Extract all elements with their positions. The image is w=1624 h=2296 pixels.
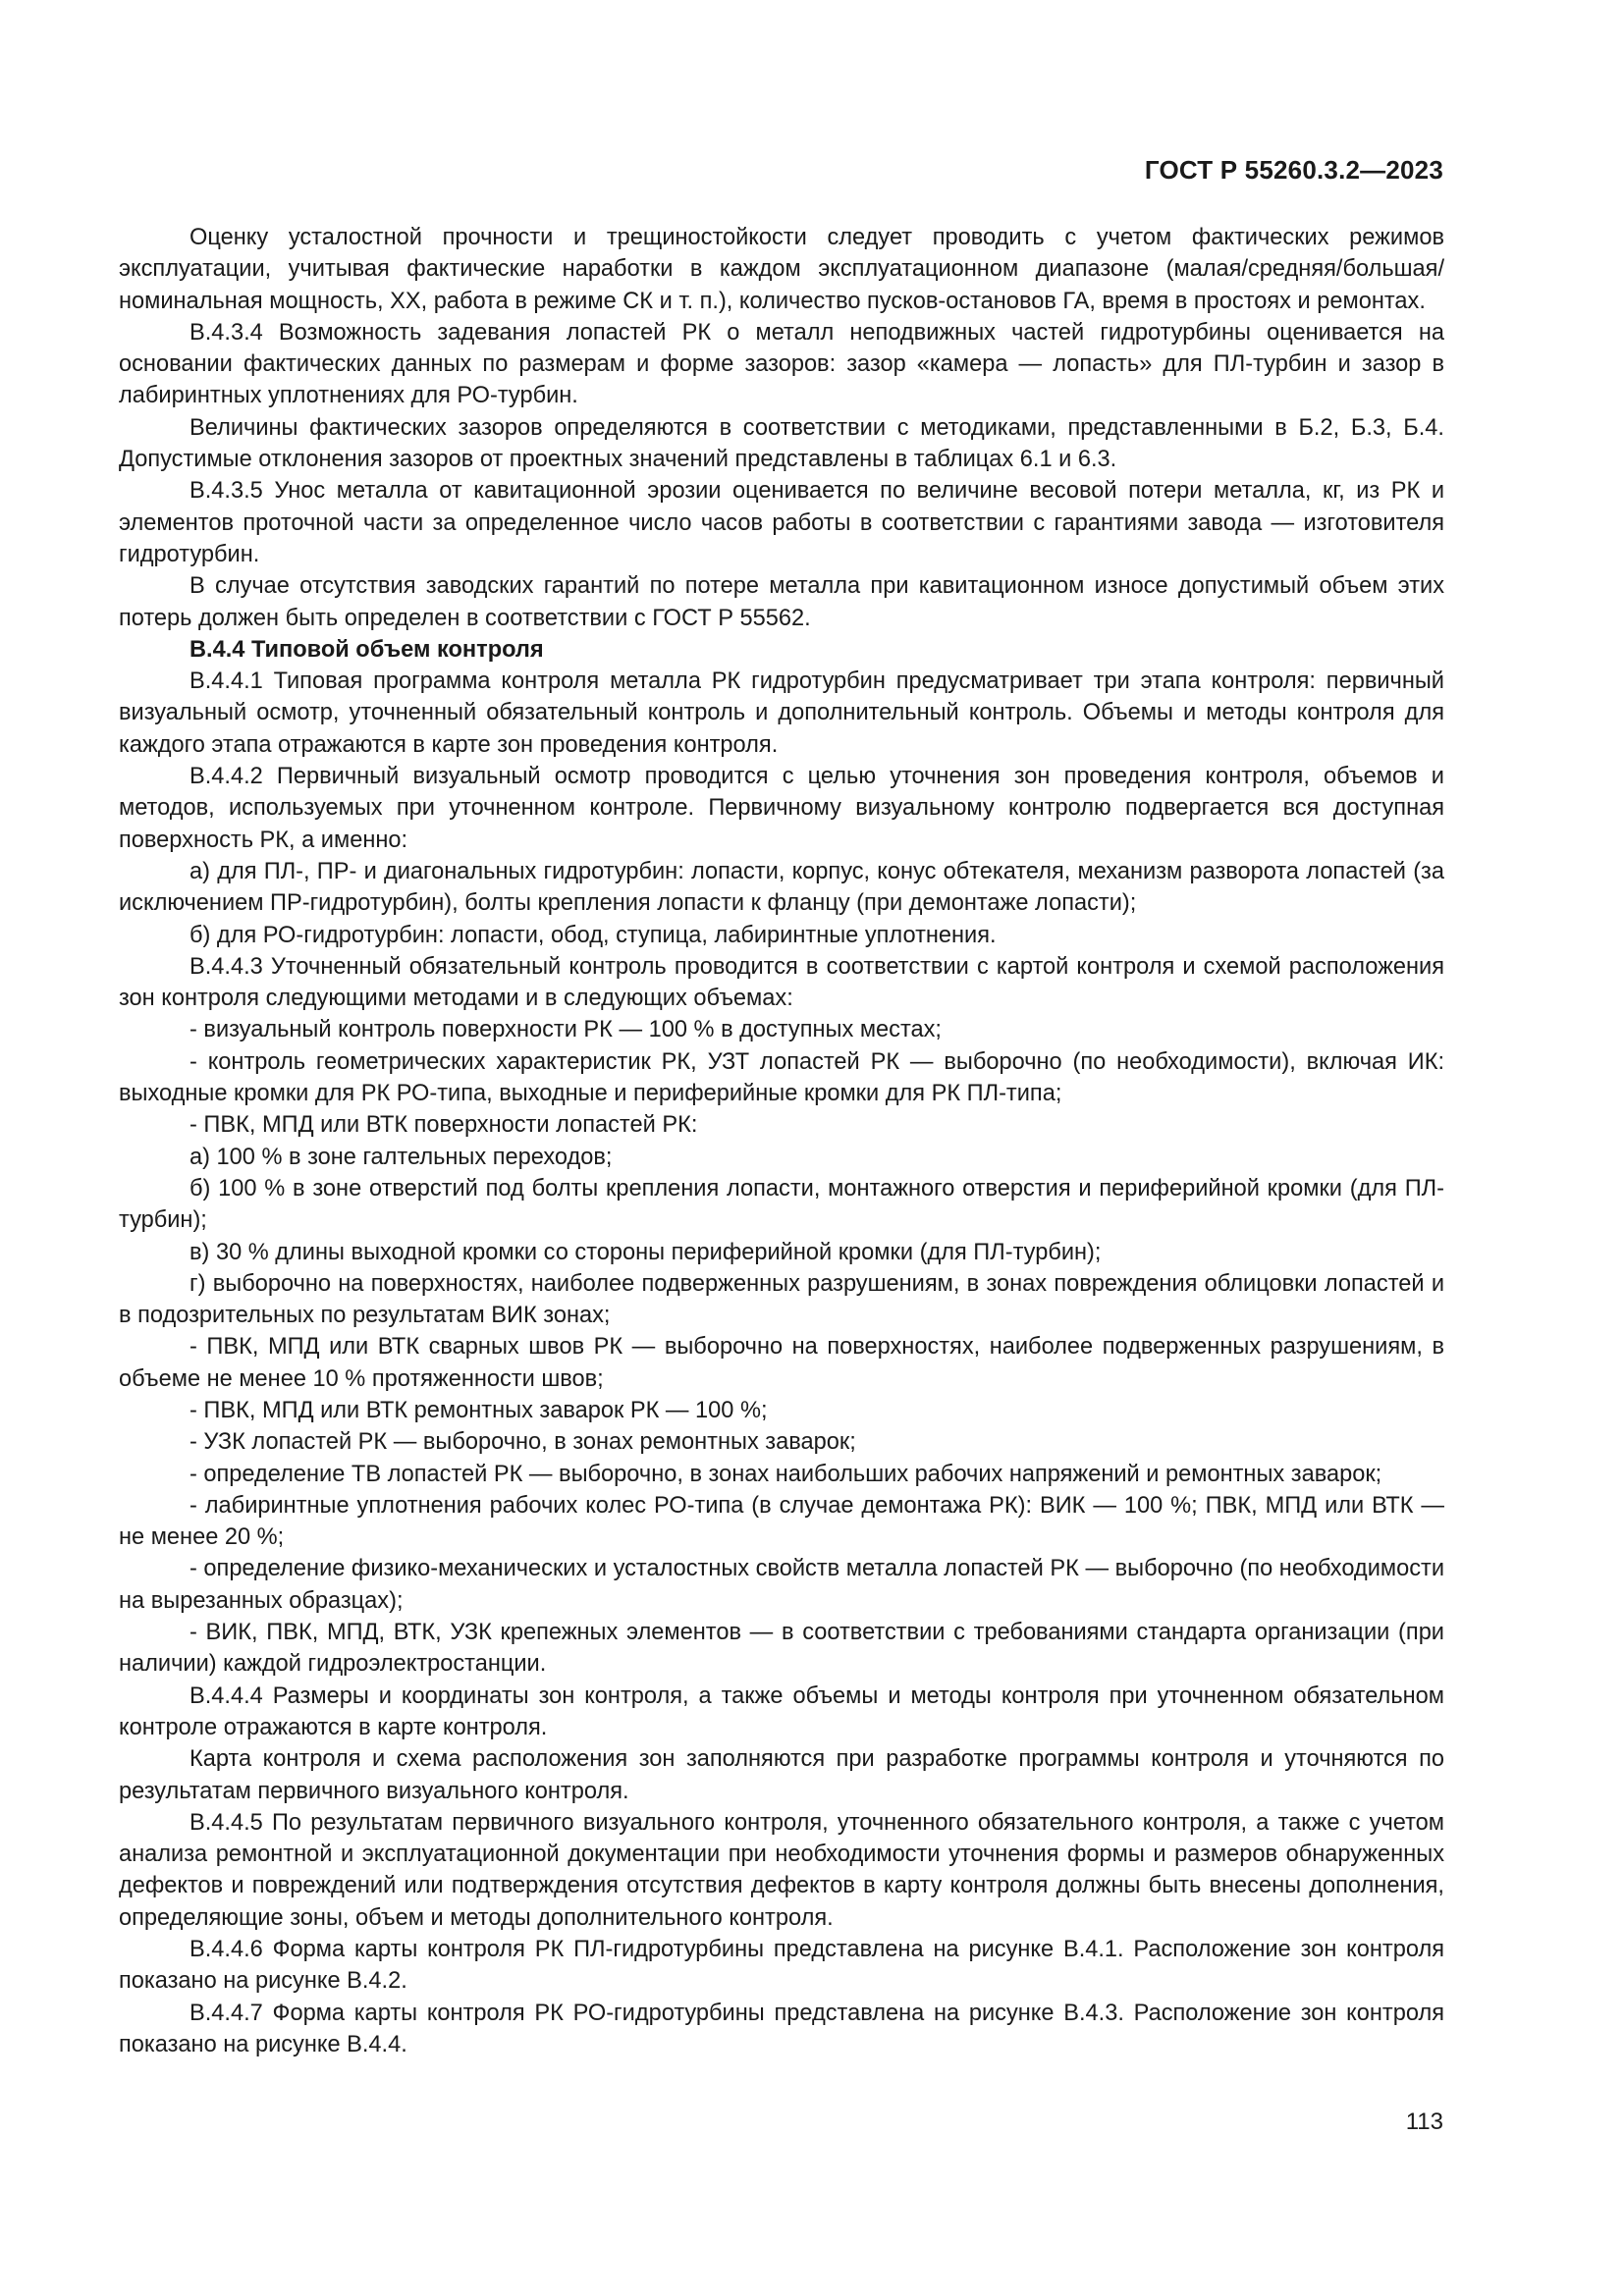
list-item: г) выборочно на поверхностях, наиболее подверженных разрушениям, в зонах повреждения облицовки лопастей и в подозрительных по результатам ВИК зонах; [119,1270,1444,1329]
paragraph: В.4.4.4 Размеры и координаты зон контроля, а также объемы и методы контроля при уточненном обязательном контроле отражаются в карте контроля. [119,1682,1444,1740]
paragraph: В.4.3.5 Унос металла от кавитационной эрозии оценивается по величине весовой потери металла, кг, из РК и элементов проточной части за определенное число часов работы в соответствии с гарантиями завода — изготовителя гидротурбин. [119,478,1444,567]
list-item: а) 100 % в зоне галтельных переходов; [189,1144,613,1170]
list-item: - ПВК, МПД или ВТК сварных швов РК — выборочно на поверхностях, наиболее подверженных разрушениям, в объеме не менее 10 % протяженности швов; [119,1334,1444,1392]
paragraph: В.4.4.5 По результатам первичного визуального контроля, уточненного обязательного контроля, а также с учетом анализа ремонтной и эксплуатационной документации при необходимости уточнения формы и размеров обнаруженных дефектов и повреждений или подтверждения отсутствия дефектов в карту контроля должны быть внесены дополнения, определяющие зоны, объем и методы дополнительного контроля. [119,1809,1444,1931]
list-item: - ВИК, ПВК, МПД, ВТК, УЗК крепежных элементов — в соответствии с требованиями стандарта организации (при наличии) каждой гидроэлектростанции. [119,1620,1444,1678]
list-item: - контроль геометрических характеристик РК, УЗТ лопастей РК — выборочно (по необходимости), включая ИК: выходные кромки для РК РО-типа, выходные и периферийные кромки для РК ПЛ-типа; [119,1048,1444,1107]
list-item: - визуальный контроль поверхности РК — 100 % в доступных местах; [189,1017,942,1043]
paragraph: В.4.4.2 Первичный визуальный осмотр проводится с целью уточнения зон проведения контроля, объемов и методов, используемых при уточненном контроле. Первичному визуальному контролю подвергается вся доступная поверхность РК, а именно: [119,764,1444,853]
document-body [119,222,1444,2060]
paragraph: Оценку усталостной прочности и трещиностойкости следует проводить с учетом фактических режимов эксплуатации, учитывая фактические наработки в каждом эксплуатационном диапазоне (малая/средняя/большая/номинальная мощность, ХХ, работа в режиме СК и т. п.), количество пусков-остановов ГА, время в простоях и ремонтах. [119,225,1444,314]
list-item: б) для РО-гидротурбин: лопасти, обод, ступица, лабиринтные уплотнения. [189,922,997,948]
section-heading: В.4.4 Типовой объем контроля [189,636,544,663]
list-item: - лабиринтные уплотнения рабочих колес РО-типа (в случае демонтажа РК): ВИК — 100 %; ПВК, МПД или ВТК — не менее 20 %; [119,1492,1444,1551]
paragraph: Величины фактических зазоров определяются в соответствии с методиками, представленными в Б.2, Б.3, Б.4. Допустимые отклонения зазоров от проектных значений представлены в таблицах 6.1 и 6.3. [119,414,1444,473]
paragraph: В.4.4.7 Форма карты контроля РК РО-гидротурбины представлена на рисунке В.4.3. Расположение зон контроля показано на рисунке В.4.4. [119,2000,1444,2057]
paragraph: В случае отсутствия заводских гарантий по потере металла при кавитационном износе допустимый объем этих потерь должен быть определен в соответствии с ГОСТ Р 55562. [119,573,1444,631]
list-item: - ПВК, МПД или ВТК ремонтных заварок РК — 100 %; [189,1397,768,1423]
list-item: б) 100 % в зоне отверстий под болты крепления лопасти, монтажного отверстия и периферийной кромки (для ПЛ-турбин); [119,1175,1444,1234]
paragraph: В.4.4.1 Типовая программа контроля металла РК гидротурбин предусматривает три этапа контроля: первичный визуальный осмотр, уточненный обязательный контроль и дополнительный контроль. Объемы и методы контроля для каждого этапа отражаются в карте зон проведения контроля. [119,668,1444,758]
list-item: а) для ПЛ-, ПР- и диагональных гидротурбин: лопасти, корпус, конус обтекателя, механизм разворота лопастей (за исключением ПР-гидротурбин), болты крепления лопасти к фланцу (при демонтаже лопасти); [119,858,1444,917]
list-item: в) 30 % длины выходной кромки со стороны периферийной кромки (для ПЛ-турбин); [189,1239,1102,1265]
page-number: 113 [1405,2109,1443,2135]
paragraph: В.4.4.6 Форма карты контроля РК ПЛ-гидротурбины представлена на рисунке В.4.1. Расположение зон контроля показано на рисунке В.4.2. [119,1937,1444,1995]
list-item: - УЗК лопастей РК — выборочно, в зонах ремонтных заварок; [189,1429,856,1456]
paragraph: В.4.4.3 Уточненный обязательный контроль проводится в соответствии с картой контроля и схемой расположения зон контроля следующими методами и в следующих объемах: [119,953,1444,1012]
list-item: - определение ТВ лопастей РК — выборочно, в зонах наибольших рабочих напряжений и ремонтных заварок; [189,1461,1382,1487]
paragraph: В.4.3.4 Возможность задевания лопастей РК о металл неподвижных частей гидротурбины оценивается на основании фактических данных по размерам и форме зазоров: зазор «камера — лопасть» для ПЛ-турбин и зазор в лабиринтных уплотнениях для РО-турбин. [119,319,1444,409]
document-code-header: ГОСТ Р 55260.3.2—2023 [1144,155,1443,185]
list-item: - определение физико-механических и усталостных свойств металла лопастей РК — выборочно (по необходимости на вырезанных образцах); [119,1556,1444,1614]
paragraph: Карта контроля и схема расположения зон заполняются при разработке программы контроля и уточняются по результатам первичного визуального контроля. [119,1746,1444,1804]
list-item: - ПВК, МПД или ВТК поверхности лопастей РК: [189,1112,698,1139]
